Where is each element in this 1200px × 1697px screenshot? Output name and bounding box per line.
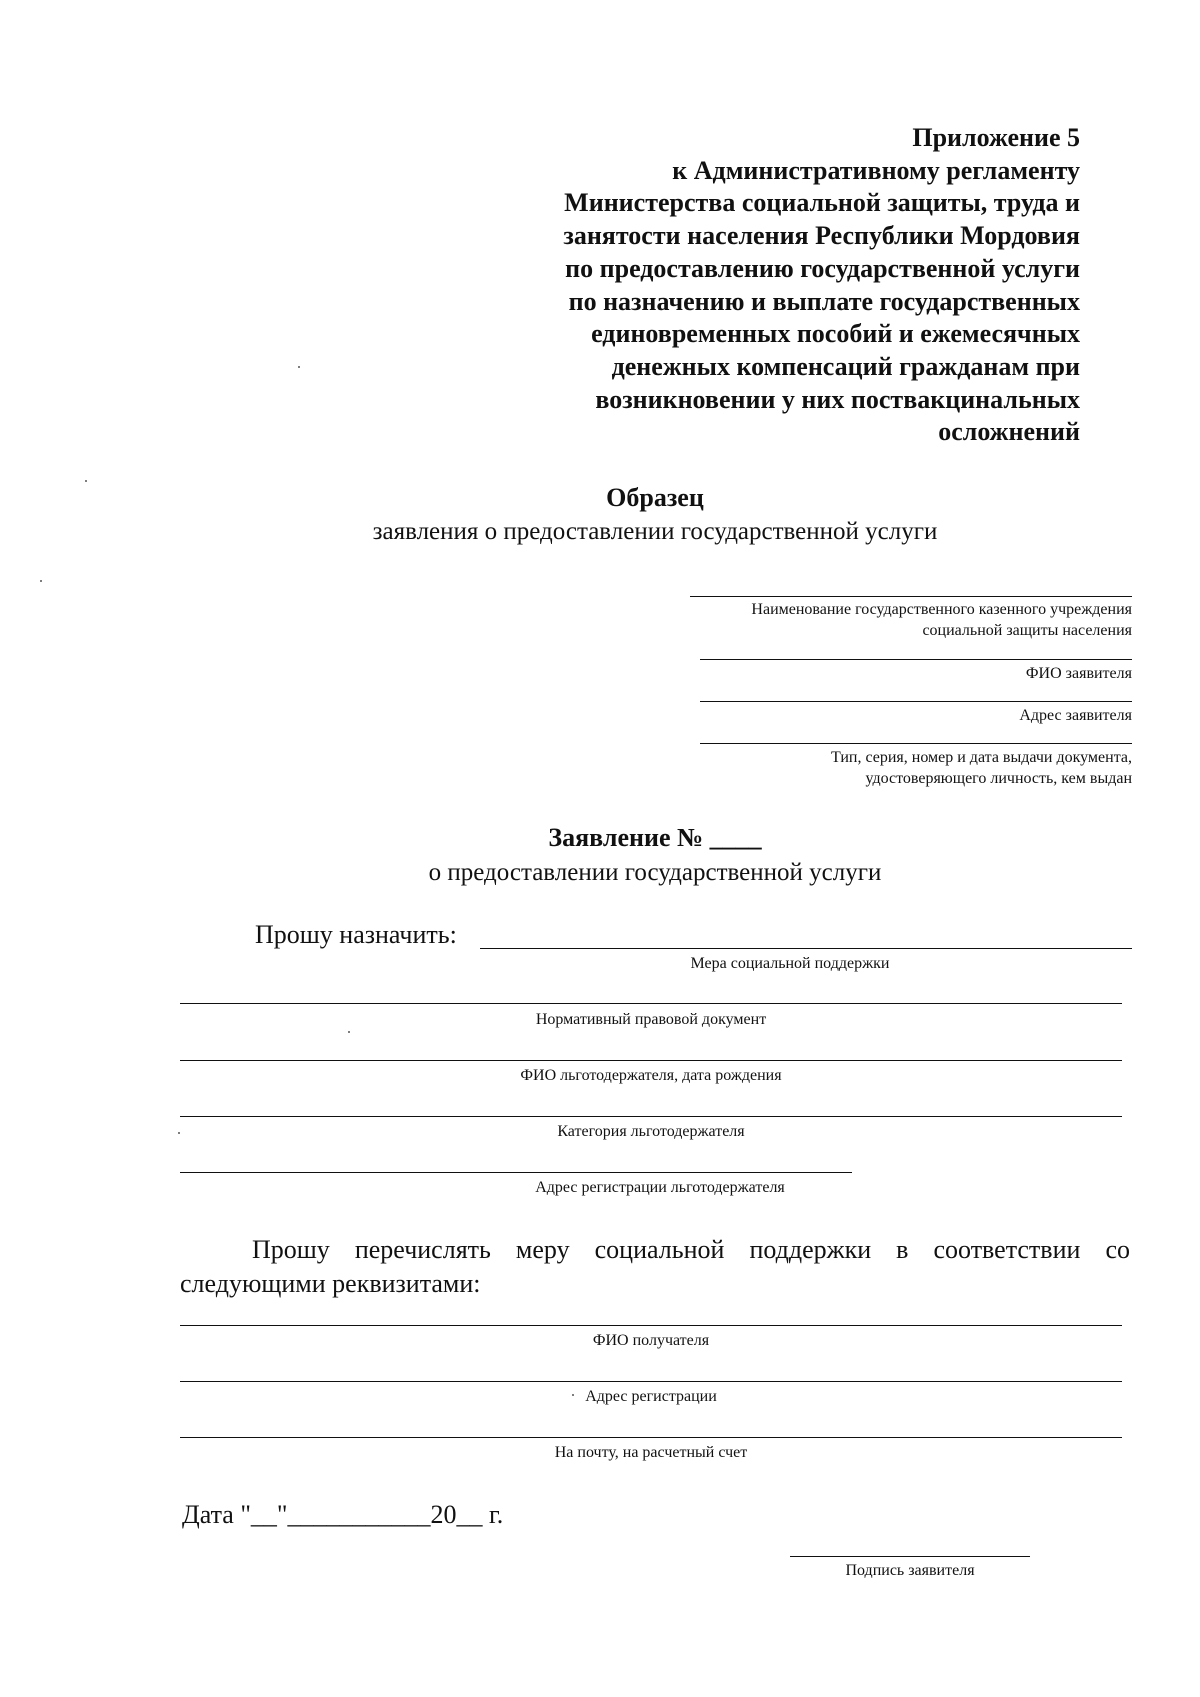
scan-speck [348,1031,350,1033]
payment-method-caption: На почту, на расчетный счет [554,1444,748,1461]
appendix-line: занятости населения Республики Мордовия [563,221,1080,251]
appendix-line: осложнений [938,417,1080,447]
scan-speck [298,366,300,368]
signature-caption: Подпись заявителя [845,1562,975,1579]
application-title: Заявление № ____ [548,823,762,852]
institution-field-line[interactable] [690,596,1132,597]
scan-speck [85,480,87,482]
scan-speck [178,1132,180,1134]
application-subtitle: о предоставлении государственной услуги [428,859,882,886]
applicant-address-field-line[interactable] [700,701,1132,702]
beneficiary-field-line[interactable] [180,1060,1122,1061]
signature-field-line[interactable] [790,1556,1030,1557]
appendix-line: денежных компенсаций гражданам при [611,351,1080,381]
beneficiary-caption: ФИО льготодержателя, дата рождения [520,1067,782,1084]
scan-speck [40,580,42,582]
appendix-line: возникновении у них поствакцинальных [595,384,1080,414]
registration-address-field-line[interactable] [180,1381,1122,1382]
appendix-line: единовременных пособий и ежемесячных [591,319,1080,349]
institution-caption-2: социальной защиты населения [922,622,1132,639]
category-caption: Категория льготодержателя [557,1123,745,1140]
appendix-header [563,122,1080,449]
category-field-line[interactable] [180,1116,1122,1117]
scan-speck [572,1394,574,1396]
appendix-line: по предоставлению государственной услуги [565,253,1080,283]
request-prompt: Прошу назначить: [255,920,457,949]
appendix-line: Приложение 5 [912,123,1080,152]
recipient-field-line[interactable] [180,1325,1122,1326]
applicant-name-caption: ФИО заявителя [1025,665,1132,682]
payment-method-field-line[interactable] [180,1437,1122,1438]
legal-document-caption: Нормативный правовой документ [535,1011,767,1028]
id-document-caption-2: удостоверяющего личность, кем выдан [865,770,1132,787]
id-document-field-line[interactable] [700,743,1132,744]
applicant-address-caption: Адрес заявителя [1019,707,1132,724]
appendix-line: Министерства социальной защиты, труда и [564,188,1080,218]
address-field-line[interactable] [180,1172,852,1173]
institution-caption-1: Наименование государственного казенного учреждения [751,601,1132,618]
appendix-line: к Административному регламенту [672,155,1080,185]
legal-document-field-line[interactable] [180,1003,1122,1004]
appendix-line: по назначению и выплате государственных [568,286,1080,316]
sample-title: Образец [606,483,704,512]
measure-caption: Мера социальной поддержки [690,955,890,972]
id-document-caption-1: Тип, серия, номер и дата выдачи документа, [830,749,1132,766]
sample-subtitle: заявления о предоставлении государственной услуги [372,518,938,545]
applicant-name-field-line[interactable] [700,659,1132,660]
measure-field-line[interactable] [480,948,1132,949]
date-field[interactable]: Дата "__"___________20__ г. [182,1500,504,1529]
address-caption: Адрес регистрации льготодержателя [535,1179,785,1196]
registration-address-caption: Адрес регистрации [585,1388,717,1405]
transfer-paragraph: Прошу перечислять меру социальной поддержки в соответствии со следующими реквизитами: [180,1235,1130,1298]
recipient-caption: ФИО получателя [592,1332,710,1349]
